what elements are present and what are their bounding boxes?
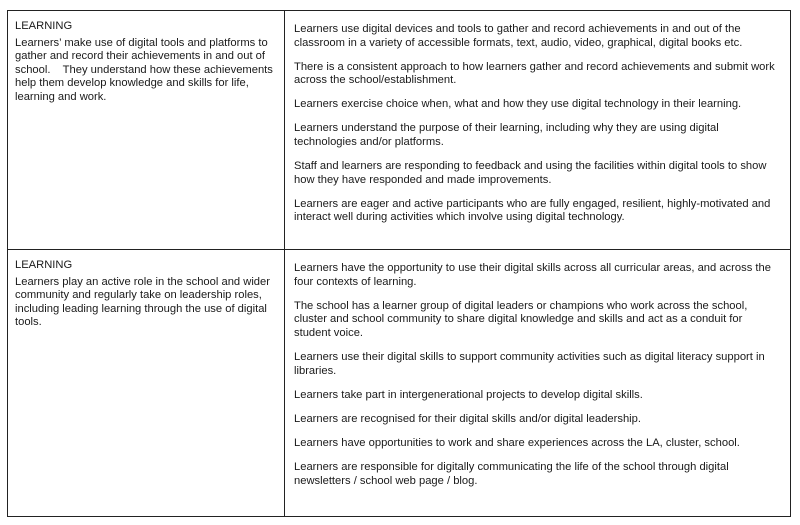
criteria-item: Learners take part in intergenerational projects to develop digital skills. — [294, 388, 643, 401]
criteria-item: Learners use digital devices and tools to gather and record achievements in and out of the classroom in a variety of accessible formats, text, audio, video, graphical, digital books etc. — [294, 23, 743, 49]
criteria-item: Learners exercise choice when, what and how they use digital technology in their learning. — [294, 98, 742, 111]
criteria-item: Learners have the opportunity to use their digital skills across all curricular areas, and across the four contexts of learning. — [294, 262, 771, 288]
criteria-item: There is a consistent approach to how learners gather and record achievements and submit work across the school/establishment. — [294, 60, 775, 87]
criteria-item: Staff and learners are responding to feedback and using the facilities within digital tools to show how they have responded and made improvements. — [294, 160, 767, 186]
criteria-item: The school has a learner group of digital leaders or champions who work across the school, cluster and school community to share digital knowledge and skills and act as a conduit for student voice. — [294, 299, 748, 339]
table-row-1 — [8, 11, 790, 250]
row-2-criteria-list — [294, 262, 782, 488]
table-row-2 — [8, 250, 790, 516]
row-2-description: Learners play an active role in the school and wider community and regularly take on leadership roles, including leading learning through the use of digital tools. — [15, 275, 274, 329]
row-1-heading: LEARNING — [15, 20, 73, 32]
row-1-summary-cell — [8, 11, 285, 249]
row-2-criteria-cell — [285, 250, 790, 516]
criteria-item: Learners are eager and active participants who are fully engaged, resilient, highly-motivated and interact well during activities which involve using digital technology. — [294, 197, 771, 224]
criteria-item: Learners are responsible for digitally communicating the life of the school through digital newsletters / school web page / blog. — [294, 460, 729, 487]
criteria-item: Learners understand the purpose of their learning, including why they are using digital technologies and/or platforms. — [294, 122, 719, 149]
criteria-item: Learners are recognised for their digital skills and/or digital leadership. — [294, 412, 641, 425]
criteria-item: Learners have opportunities to work and share experiences across the LA, cluster, school. — [294, 436, 740, 449]
row-1-criteria-cell — [285, 11, 790, 249]
learning-framework-table — [7, 10, 791, 517]
row-2-summary-cell — [8, 250, 285, 516]
row-2-heading: LEARNING — [15, 259, 73, 271]
row-1-description: Learners’ make use of digital tools and platforms to gather and record their achievements in and out of school. They understand how these achievements help them develop knowledge and skills for life, learning and work. — [15, 36, 276, 103]
criteria-item: Learners use their digital skills to support community activities such as digital literacy support in libraries. — [294, 350, 765, 377]
row-1-criteria-list — [294, 23, 782, 225]
